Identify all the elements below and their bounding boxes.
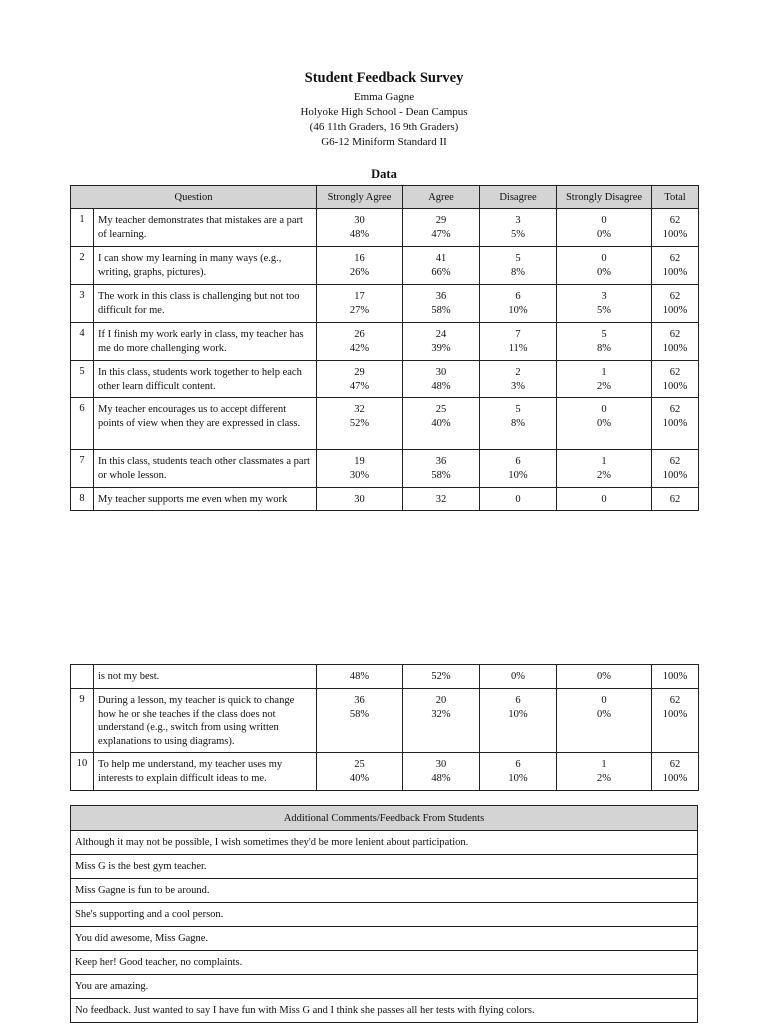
cell-sd: [557, 361, 652, 398]
cell-d: [480, 753, 557, 791]
cell-value: 5%: [597, 304, 612, 316]
comment-text: Miss G is the best gym teacher.: [71, 855, 698, 879]
cell-t: [652, 689, 699, 753]
cell-count: 62: [669, 291, 681, 302]
cell-a: [403, 665, 480, 689]
cell-sd: [557, 247, 652, 285]
cell-d: [480, 247, 557, 285]
table-row: [71, 247, 699, 285]
cell-sd: [557, 665, 652, 689]
cell-count: 17: [354, 291, 365, 302]
cell-count: 6: [515, 291, 521, 302]
cell-sa: [317, 450, 403, 488]
cell-value: 100%: [662, 671, 688, 682]
row-number: 2: [71, 247, 94, 285]
comment-row: [71, 999, 698, 1023]
cell-count: 62: [669, 759, 681, 770]
cell-value: 10%: [508, 469, 528, 481]
comment-row: [71, 855, 698, 879]
question-text: During a lesson, my teacher is quick to change how he or she teaches if the class does not understand (e.g., switch from using written explanations to using diagrams).: [94, 689, 317, 753]
cell-value: 58%: [431, 304, 451, 316]
cell-sa: [317, 323, 403, 361]
comment-text: Although it may not be possible, I wish sometimes they'd be more lenient about participation.: [71, 831, 698, 855]
cell-d: [480, 209, 557, 247]
document-header: [0, 70, 768, 150]
teacher-name: Emma Gagne: [353, 91, 415, 103]
cell-a: [403, 753, 480, 791]
cell-d: [480, 323, 557, 361]
cell-value: 2%: [597, 772, 611, 784]
cell-sd: [557, 488, 652, 511]
comment-text: Miss Gagne is fun to be around.: [71, 879, 698, 903]
cell-count: 30: [435, 759, 447, 770]
question-text: My teacher demonstrates that mistakes are a part of learning.: [94, 209, 317, 247]
cell-t: [652, 398, 699, 450]
cell-t: [652, 488, 699, 511]
comment-text: Keep her! Good teacher, no complaints.: [71, 951, 698, 975]
column-header: Question: [71, 186, 317, 209]
cell-value: 0%: [597, 228, 612, 240]
comments-header: Additional Comments/Feedback From Students: [71, 806, 698, 831]
row-number: 7: [71, 450, 94, 488]
standard-name: G6-12 Miniform Standard II: [321, 136, 447, 148]
school-name: Holyoke High School - Dean Campus: [300, 106, 468, 118]
cell-value: 3%: [511, 380, 526, 392]
cell-t: [652, 323, 699, 361]
cell-count: 0: [601, 695, 607, 706]
row-number: [71, 665, 94, 689]
row-number: 1: [71, 209, 94, 247]
comment-row: [71, 951, 698, 975]
table-row: [71, 323, 699, 361]
cell-value: 8%: [511, 417, 526, 429]
column-header: Disagree: [480, 186, 557, 209]
cell-count: 19: [354, 456, 365, 467]
cell-count: 16: [354, 253, 365, 264]
document-title: Student Feedback Survey: [304, 70, 464, 86]
cell-value: 62: [669, 494, 681, 505]
cell-value: 8%: [511, 266, 526, 278]
cell-sa: [317, 398, 403, 450]
cell-value: 0: [601, 494, 607, 505]
cell-value: 0%: [597, 266, 612, 278]
row-number: 10: [71, 753, 94, 791]
cell-sa: [317, 689, 403, 753]
table-row: [71, 398, 699, 450]
cell-count: 29: [435, 215, 447, 226]
cell-value: 10%: [508, 708, 528, 720]
question-text: In this class, students work together to help each other learn difficult content.: [94, 361, 317, 398]
cell-count: 30: [435, 367, 447, 378]
cell-count: 62: [669, 215, 681, 226]
cell-value: 100%: [662, 380, 688, 392]
cell-a: [403, 450, 480, 488]
cell-sa: [317, 488, 403, 511]
cell-value: 100%: [662, 469, 688, 481]
row-number: 9: [71, 689, 94, 753]
cell-value: 52%: [349, 417, 370, 429]
cell-count: 25: [354, 759, 365, 770]
cell-value: 58%: [349, 708, 370, 720]
cell-value: 42%: [349, 342, 370, 354]
question-text: The work in this class is challenging but not too difficult for me.: [94, 285, 317, 323]
cell-value: 48%: [349, 671, 370, 682]
table-row: [71, 209, 699, 247]
cell-value: 11%: [508, 342, 528, 354]
question-text: I can show my learning in many ways (e.g., writing, graphs, pictures).: [94, 247, 317, 285]
comment-row: [71, 903, 698, 927]
cell-count: 6: [515, 695, 521, 706]
question-text: is not my best.: [94, 665, 317, 689]
cell-count: 32: [354, 404, 365, 415]
cell-sa: [317, 285, 403, 323]
question-text: To help me understand, my teacher uses my interests to explain difficult ideas to me.: [94, 753, 317, 791]
row-number: 5: [71, 361, 94, 398]
cell-t: [652, 209, 699, 247]
cell-count: 3: [515, 215, 521, 226]
cell-value: 100%: [662, 342, 688, 354]
cell-count: 25: [435, 404, 447, 415]
comment-text: No feedback. Just wanted to say I have fun with Miss G and I think she passes all her tests with flying colors.: [71, 999, 698, 1023]
cell-value: 5%: [511, 228, 526, 240]
cell-value: 2%: [597, 469, 612, 481]
cell-value: 100%: [662, 708, 688, 720]
cell-value: 8%: [597, 342, 612, 354]
cell-t: [652, 247, 699, 285]
cell-count: 6: [515, 456, 521, 467]
cell-value: 100%: [662, 304, 688, 316]
cell-sd: [557, 209, 652, 247]
cell-sd: [557, 285, 652, 323]
cell-count: 62: [669, 367, 681, 378]
cell-value: 100%: [662, 417, 688, 429]
comment-row: [71, 975, 698, 999]
cell-count: 0: [601, 404, 607, 415]
comments-table: [70, 805, 698, 1023]
cell-count: 62: [669, 695, 681, 706]
comment-row: [71, 927, 698, 951]
cell-count: 1: [601, 456, 607, 467]
cell-value: 66%: [431, 266, 451, 278]
cell-value: 0%: [597, 671, 611, 682]
cell-count: 36: [354, 695, 365, 706]
cell-a: [403, 361, 480, 398]
cell-d: [480, 361, 557, 398]
row-number: 6: [71, 398, 94, 450]
row-number: 4: [71, 323, 94, 361]
survey-table: [70, 185, 699, 511]
cell-count: 3: [601, 291, 607, 302]
cell-value: 32%: [431, 708, 451, 720]
row-number: 8: [71, 488, 94, 511]
comment-text: You did awesome, Miss Gagne.: [71, 927, 698, 951]
graders-count: (46 11th Graders, 16 9th Graders): [309, 121, 459, 133]
comment-text: You are amazing.: [71, 975, 698, 999]
question-text: My teacher encourages us to accept different points of view when they are expressed in class.: [94, 398, 317, 450]
cell-count: 62: [669, 456, 681, 467]
cell-count: 30: [354, 215, 365, 226]
cell-count: 5: [601, 329, 607, 340]
table-row: [71, 285, 699, 323]
cell-count: 62: [669, 329, 681, 340]
column-header: Strongly Agree: [317, 186, 403, 209]
cell-value: 40%: [349, 772, 370, 784]
cell-value: 39%: [431, 342, 451, 354]
survey-table-continued: [70, 664, 699, 791]
cell-value: 48%: [349, 228, 370, 240]
cell-a: [403, 398, 480, 450]
cell-count: 5: [515, 404, 521, 415]
column-header: Strongly Disagree: [557, 186, 652, 209]
cell-sa: [317, 247, 403, 285]
cell-a: [403, 323, 480, 361]
column-header: Total: [652, 186, 699, 209]
cell-a: [403, 247, 480, 285]
cell-value: 2%: [597, 380, 612, 392]
table-row: [71, 488, 699, 511]
cell-value: 30: [354, 494, 365, 505]
cell-t: [652, 361, 699, 398]
cell-count: 62: [669, 404, 681, 415]
cell-sd: [557, 398, 652, 450]
cell-sa: [317, 209, 403, 247]
cell-value: 26%: [349, 266, 370, 278]
cell-count: 6: [515, 759, 521, 770]
cell-value: 27%: [349, 304, 370, 316]
cell-count: 36: [435, 456, 447, 467]
cell-t: [652, 753, 699, 791]
cell-value: 52%: [431, 671, 451, 682]
cell-d: [480, 665, 557, 689]
cell-value: 10%: [508, 304, 528, 316]
cell-d: [480, 285, 557, 323]
cell-count: 5: [515, 253, 521, 264]
cell-value: 0%: [511, 671, 525, 682]
cell-count: 2: [515, 367, 521, 378]
table-row: [71, 753, 699, 791]
comment-row: [71, 831, 698, 855]
question-text: In this class, students teach other classmates a part or whole lesson.: [94, 450, 317, 488]
cell-value: 47%: [431, 228, 451, 240]
comment-text: She's supporting and a cool person.: [71, 903, 698, 927]
cell-count: 26: [354, 329, 365, 340]
cell-sd: [557, 689, 652, 753]
cell-d: [480, 488, 557, 511]
cell-value: 0: [515, 494, 521, 505]
section-title: Data: [371, 167, 397, 181]
cell-value: 100%: [662, 266, 688, 278]
cell-count: 24: [435, 329, 447, 340]
column-header: Agree: [403, 186, 480, 209]
cell-sa: [317, 665, 403, 689]
cell-count: 1: [601, 759, 607, 770]
cell-value: 30%: [349, 469, 370, 481]
table-row: [71, 689, 699, 753]
cell-count: 36: [435, 291, 447, 302]
cell-sa: [317, 361, 403, 398]
cell-value: 58%: [431, 469, 451, 481]
table-header-row: [71, 186, 699, 209]
question-text: My teacher supports me even when my work: [94, 488, 317, 511]
row-number: 3: [71, 285, 94, 323]
cell-t: [652, 285, 699, 323]
cell-value: 32: [435, 494, 447, 505]
cell-value: 100%: [662, 772, 688, 784]
cell-a: [403, 689, 480, 753]
question-text: If I finish my work early in class, my teacher has me do more challenging work.: [94, 323, 317, 361]
cell-count: 7: [515, 329, 521, 340]
cell-sd: [557, 450, 652, 488]
cell-a: [403, 285, 480, 323]
cell-value: 48%: [431, 380, 451, 392]
cell-count: 20: [435, 695, 447, 706]
table-row: [71, 361, 699, 398]
cell-d: [480, 450, 557, 488]
cell-value: 40%: [431, 417, 451, 429]
cell-d: [480, 689, 557, 753]
cell-sd: [557, 323, 652, 361]
cell-count: 0: [601, 253, 607, 264]
cell-sa: [317, 753, 403, 791]
table-row: [71, 450, 699, 488]
cell-d: [480, 398, 557, 450]
table-row: [71, 665, 699, 689]
cell-t: [652, 665, 699, 689]
cell-a: [403, 209, 480, 247]
cell-count: 0: [601, 215, 607, 226]
cell-value: 47%: [349, 380, 370, 392]
cell-value: 10%: [508, 772, 528, 784]
cell-value: 48%: [431, 772, 451, 784]
cell-t: [652, 450, 699, 488]
comment-row: [71, 879, 698, 903]
cell-count: 41: [435, 253, 447, 264]
cell-count: 29: [354, 367, 365, 378]
cell-value: 0%: [597, 417, 612, 429]
cell-count: 1: [601, 367, 607, 378]
cell-count: 62: [669, 253, 681, 264]
cell-a: [403, 488, 480, 511]
cell-sd: [557, 753, 652, 791]
cell-value: 100%: [662, 228, 688, 240]
cell-value: 0%: [597, 708, 611, 720]
